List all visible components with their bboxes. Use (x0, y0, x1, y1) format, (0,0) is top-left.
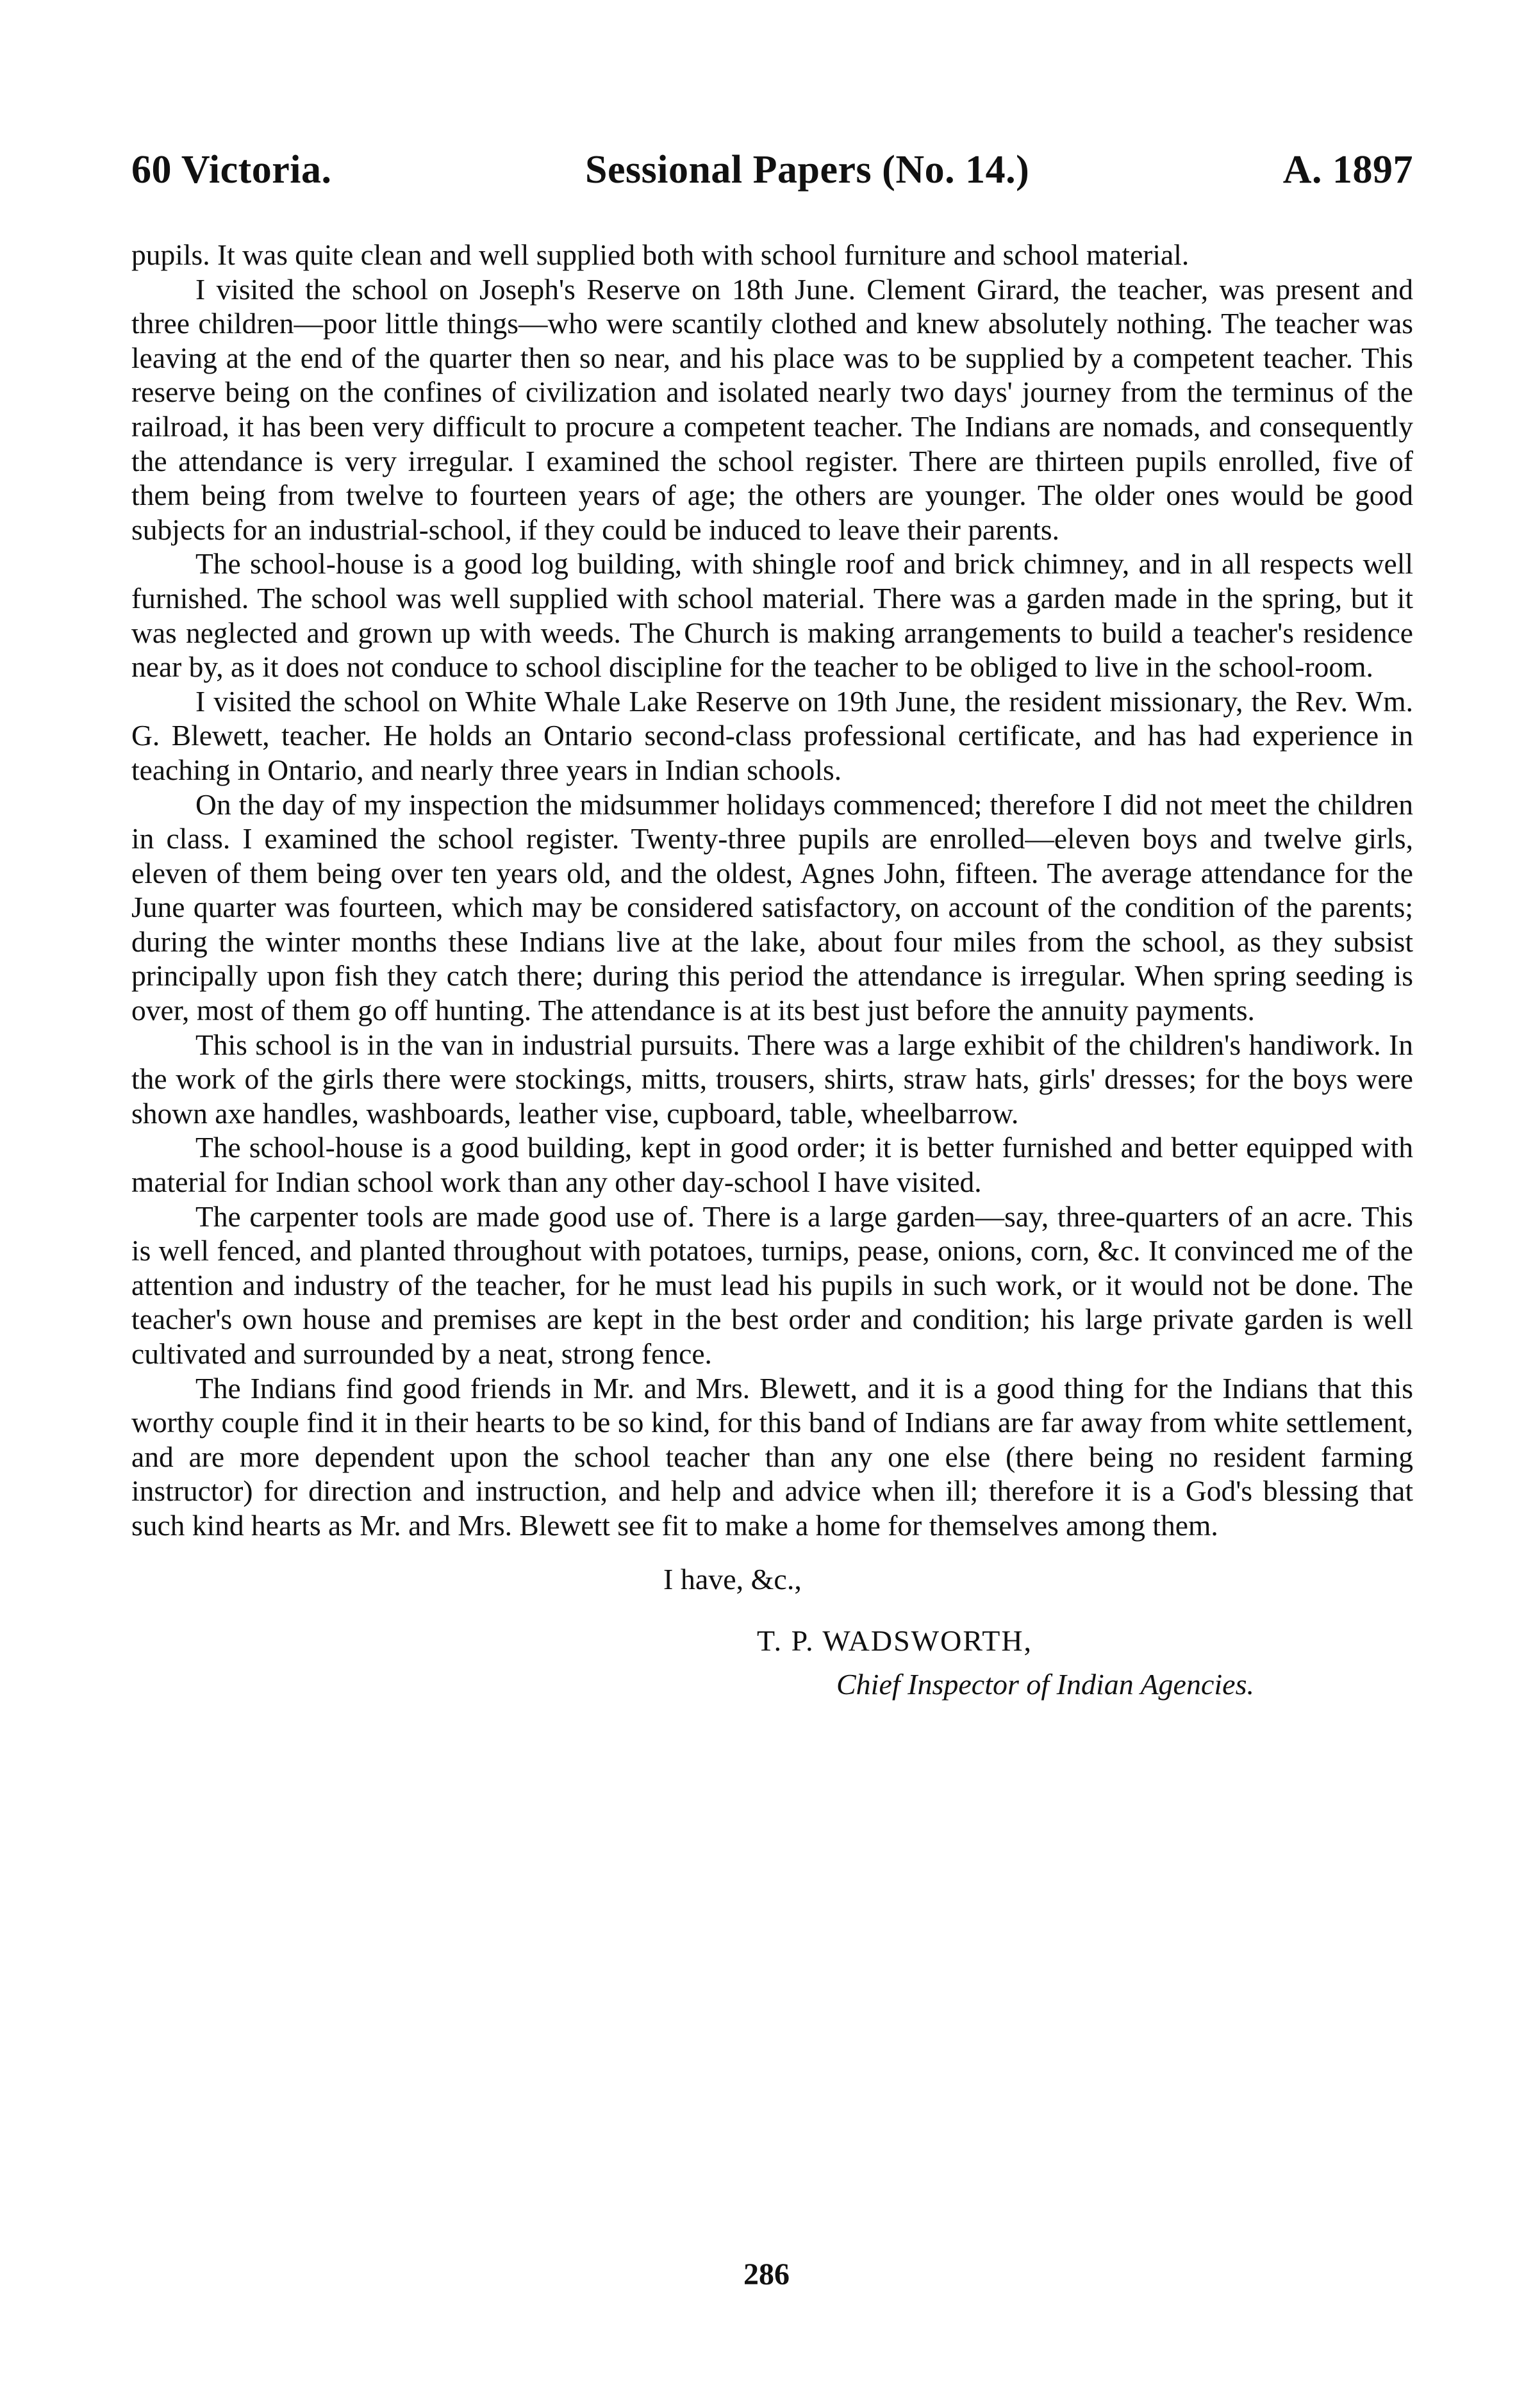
signer-name: T. P. WADSWORTH, (757, 1624, 1033, 1657)
body-text (131, 238, 1413, 1543)
running-header (131, 147, 1413, 193)
paragraph: The school-house is a good building, kept in good order; it is better furnished and better equipped with material for Indian school work than any other day-school I have visited. (131, 1131, 1413, 1199)
paragraph: This school is in the van in industrial pursuits. There was a large exhibit of the children's handiwork. In the work of the girls there were stockings, mitts, trousers, shirts, straw hats, girls' dresses; for the boys were shown axe handles, washboards, leather vise, cupboard, table, wheelbarrow. (131, 1028, 1413, 1130)
paragraph: pupils. It was quite clean and well supplied both with school furniture and school material. (131, 238, 1189, 271)
signer-title: Chief Inspector of Indian Agencies. (836, 1667, 1254, 1701)
paragraph: The Indians find good friends in Mr. and Mrs. Blewett, and it is a good thing for the Indians that this worthy couple find it in their hearts to be so kind, for this band of Indians are far away from white settlement, and are more dependent upon the school teacher than any one else (there being no resident farming instructor) for direction and instruction, and help and advice when ill; therefore it is a God's blessing that such kind hearts as Mr. and Mrs. Blewett see fit to make a home for themselves among them. (131, 1371, 1413, 1542)
header-left: 60 Victoria. (131, 148, 332, 192)
paragraph: On the day of my inspection the midsummer holidays commenced; therefore I did not meet the children in class. I examined the school register. Twenty-three pupils are enrolled—eleven boys and twelve girls, eleven of them being over ten years old, and the oldest, Agnes John, fifteen. The average attendance for the June quarter was fourteen, which may be considered satisfactory, on account of the condition of the parents; during the winter months these Indians live at the lake, about four miles from the school, as they subsist principally upon fish they catch there; during this period the attendance is irregular. When spring seeding is over, most of them go off hunting. The attendance is at its best just before the annuity payments. (131, 788, 1413, 1027)
document-page (131, 147, 1413, 1702)
closing-greeting: I have, &c., (663, 1562, 802, 1596)
page-number: 286 (743, 2257, 790, 2291)
paragraph: I visited the school on White Whale Lake Reserve on 19th June, the resident missionary, the Rev. Wm. G. Blewett, teacher. He holds an Ontario second-class professional certificate, and has had experience in teaching in Ontario, and nearly three years in Indian schools. (131, 684, 1413, 786)
letter-closing (131, 1562, 1413, 1702)
paragraph: I visited the school on Joseph's Reserve on 18th June. Clement Girard, the teacher, was present and three children—poor little things—who were scantily clothed and knew absolutely nothing. The teacher was leaving at the end of the quarter then so near, and his place was to be supplied by a competent teacher. This reserve being on the confines of civilization and isolated nearly two days' journey from the terminus of the railroad, it has been very difficult to procure a competent teacher. The Indians are nomads, and consequently the attendance is very irregular. I examined the school register. There are thirteen pupils enrolled, five of them being from twelve to fourteen years of age; the others are younger. The older ones would be good subjects for an industrial-school, if they could be induced to leave their parents. (131, 272, 1413, 546)
paragraph: The school-house is a good log building, with shingle roof and brick chimney, and in all respects well furnished. The school was well supplied with school material. There was a garden made in the spring, but it was neglected and grown up with weeds. The Church is making arrangements to build a teacher's residence near by, as it does not conduce to school discipline for the teacher to be obliged to live in the school-room. (131, 547, 1413, 684)
header-center: Sessional Papers (No. 14.) (584, 148, 1030, 192)
paragraph: The carpenter tools are made good use of. There is a large garden—say, three-quarters of an acre. This is well fenced, and planted throughout with potatoes, turnips, pease, onions, corn, &c. It convinced me of the attention and industry of the teacher, for he must lead his pupils in such work, or it would not be done. The teacher's own house and premises are kept in the best order and condition; his large private garden is well cultivated and surrounded by a neat, strong fence. (131, 1200, 1413, 1370)
header-right: A. 1897 (1282, 148, 1413, 192)
